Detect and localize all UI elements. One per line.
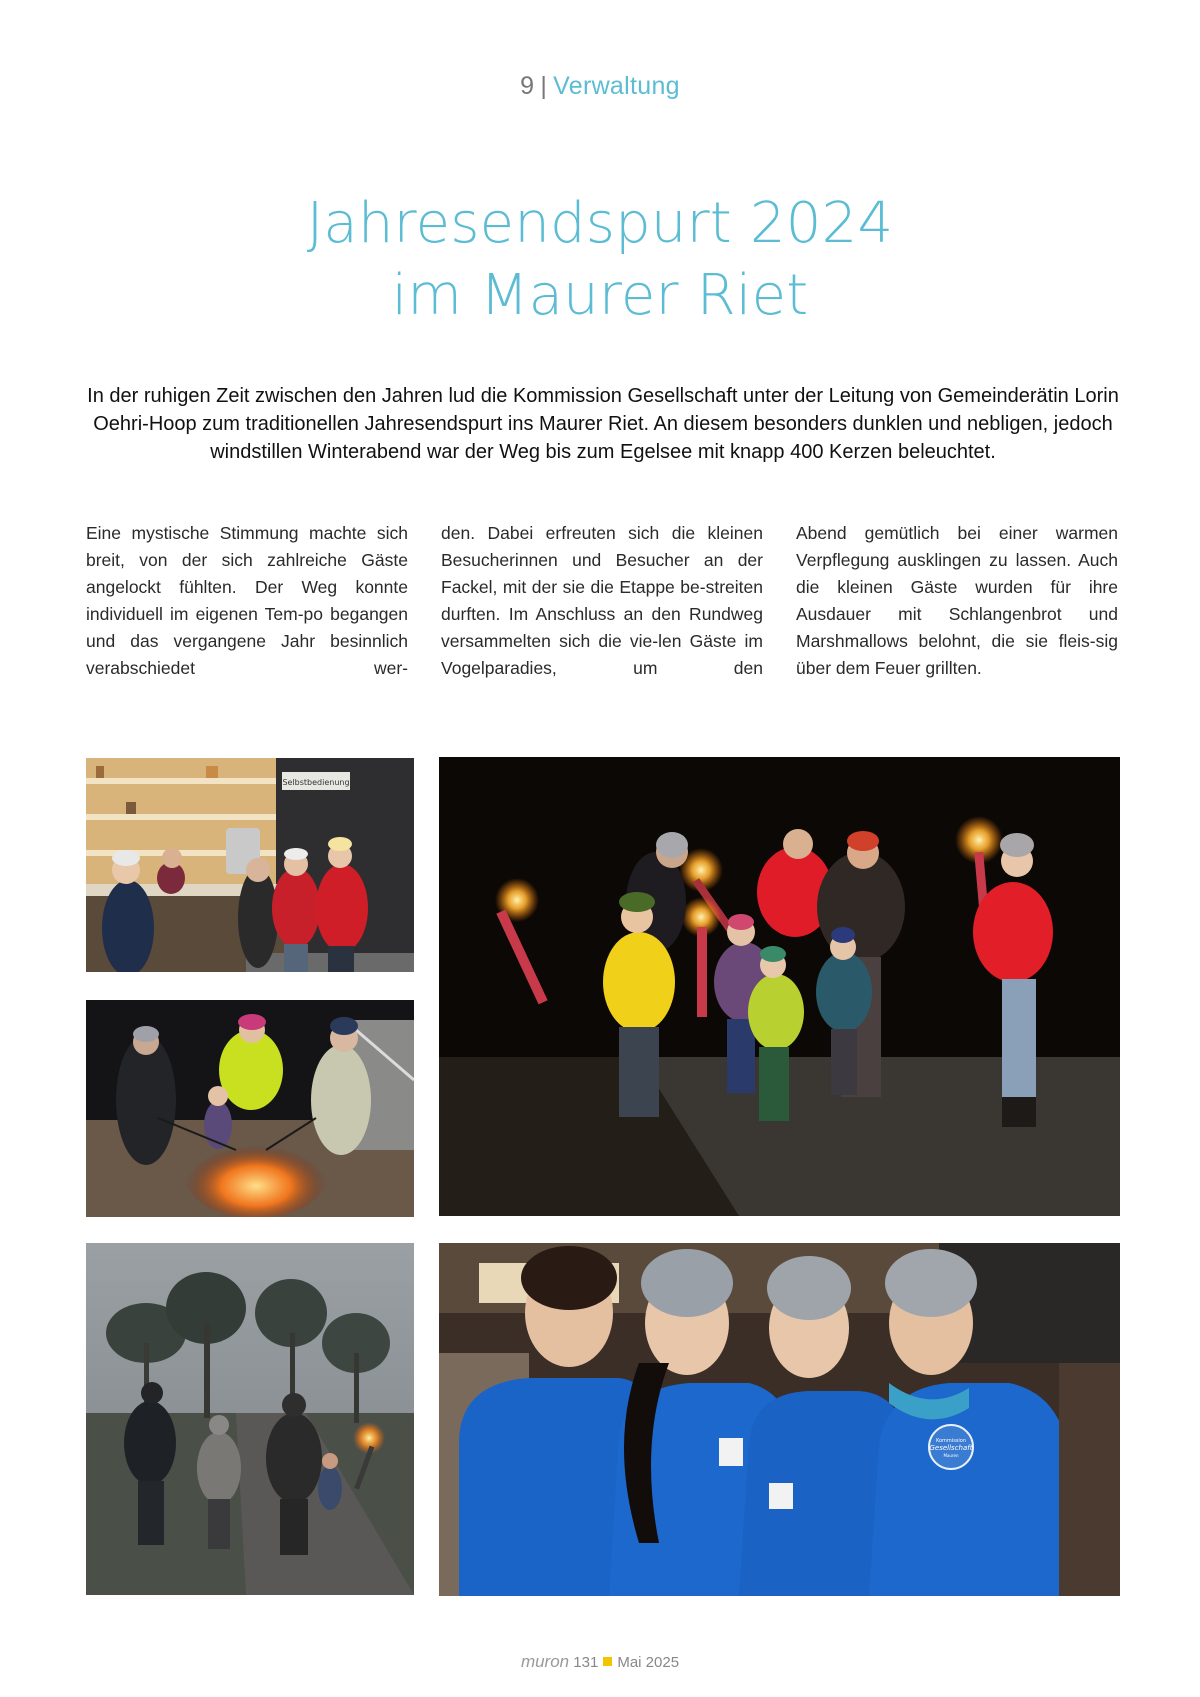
magazine-name: muron — [520, 1652, 570, 1671]
jacket-logo-line-2: Gesellschaft — [929, 1444, 973, 1452]
article-body — [86, 520, 1120, 680]
jacket-logo-line-1: Kommission — [935, 1438, 967, 1444]
footer-square-icon — [603, 1657, 612, 1666]
article-title — [0, 188, 1200, 332]
jacket-logo-line-3: Mauren — [943, 1453, 959, 1458]
article-title-line-2: im Maurer Riet — [391, 263, 809, 328]
page-footer — [0, 1652, 1200, 1672]
photo-campfire — [86, 1000, 414, 1217]
article-title-line-1: Jahresendspurt 2024 — [306, 191, 894, 256]
article-lead: In der ruhigen Zeit zwischen den Jahren lud die Kommission Gesellschaft unter der Leitung von Gemeinderätin Lorin Oehri-Hoop zum traditionellen Jahresendspurt ins Maurer Riet. An diesem besonders dunklen und nebligen, jedoch windstillen Winterabend war der Weg bis zum Egelsee mit knapp 400 Kerzen beleuchtet. — [87, 385, 1119, 463]
body-column-1: Eine mystische Stimmung machte sich breit, von der sich zahlreiche Gäste angelockt fühlten. Der Weg konnte individuell im eigenen Tem-po begangen und das vergangene Jahr besinnlich verabschiedet wer- — [86, 523, 408, 678]
photo-misty-path — [86, 1243, 414, 1595]
issue-number: 131 — [573, 1654, 599, 1671]
photo-torch-group — [439, 757, 1120, 1216]
page-number: 9 — [520, 72, 535, 100]
body-column-2: den. Dabei erfreuten sich die kleinen Besucherinnen und Besucher an der Fackel, mit der sie die Etappe be-streiten durften. Im Anschluss an den Rundweg versammelten sich die vie-len Gäste im Vogelparadies, um den — [441, 523, 763, 678]
section-name: Verwaltung — [553, 72, 680, 100]
header-separator: | — [540, 72, 548, 100]
stand-sign-text: Selbstbedienung — [282, 778, 350, 787]
issue-date: Mai 2025 — [617, 1654, 680, 1671]
body-column-3: Abend gemütlich bei einer warmen Verpflegung ausklingen zu lassen. Auch die kleinen Gäste wurden für ihre Ausdauer mit Schlangenbrot und Marshmallows belohnt, die sie fleis-sig über dem Feuer grillten. — [796, 523, 1118, 678]
photo-commission-members — [439, 1243, 1120, 1596]
photo-service-stand — [86, 758, 414, 972]
page-header — [0, 72, 1200, 101]
